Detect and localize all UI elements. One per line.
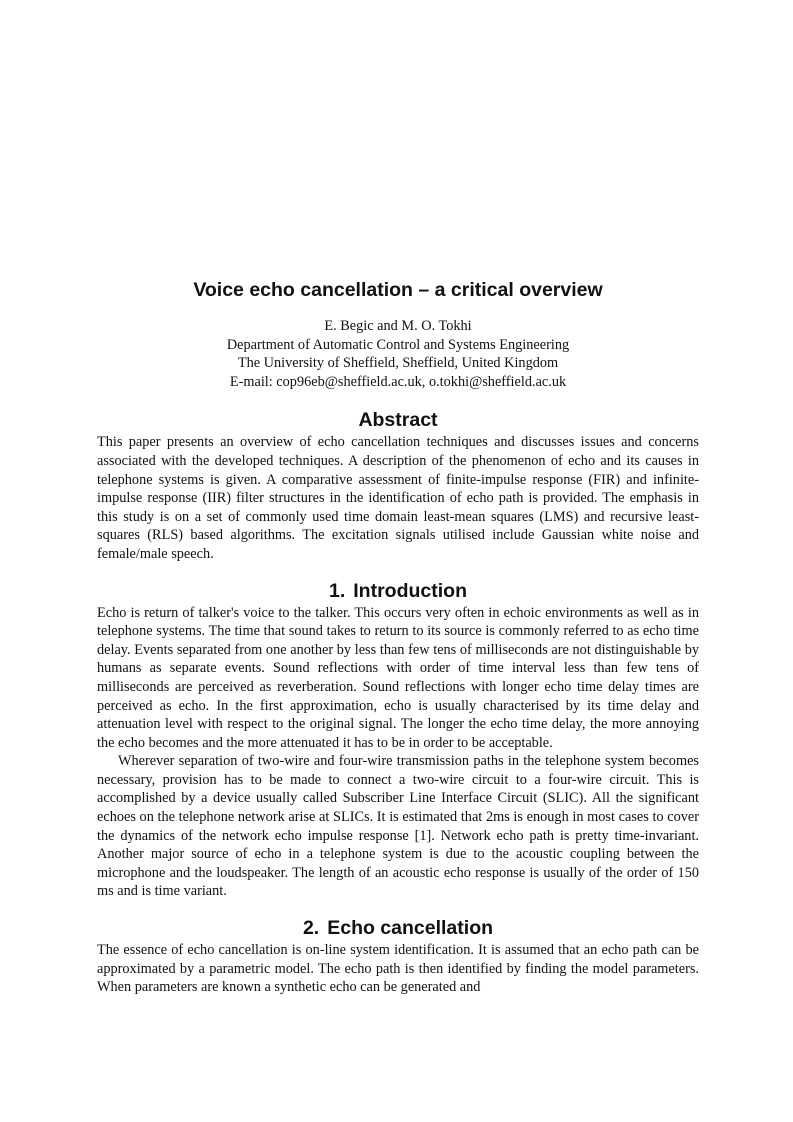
author-university: The University of Sheffield, Sheffield, United Kingdom xyxy=(237,355,559,372)
introduction-paragraph-2: Wherever separation of two-wire and four-wire transmission paths in the telephone system becomes necessary, provision has to be made to connect a two-wire circuit to a four-wire circuit. This is accomplished by a device usually called Subscriber Line Interface Circuit (SLIC). All the significant echoes on the telephone network arise at SLICs. It is estimated that 2ms is enough in most cases to cover the dynamics of the network echo impulse response [1]. Network echo path is pretty time-invariant. Another major source of echo in a telephone system is due to the acoustic coupling between the microphone and the loudspeaker. The length of an acoustic echo response is usually of the order of 150 ms and is time variant. xyxy=(97,753,699,900)
abstract-text: This paper presents an overview of echo cancellation techniques and discusses issues and concerns associated with the developed techniques. A description of the phenomenon of echo and its causes in telephone systems is given. A comparative assessment of finite-impulse response (FIR) and infinite-impulse response (IIR) filter structures in the identification of echo path is provided. The emphasis in this study is on a set of commonly used time domain least-mean squares (LMS) and recursive least-squares (RLS) based algorithms. The excitation signals utilised include Gaussian white noise and female/male speech. xyxy=(97,434,699,562)
section-heading-introduction xyxy=(97,578,699,604)
abstract-heading: Abstract xyxy=(358,409,438,432)
author-block xyxy=(97,317,699,391)
introduction-paragraph-1: Echo is return of talker's voice to the talker. This occurs very often in echoic environments as well as in telephone systems. The time that sound takes to return to its source is commonly referred to as echo time delay. Events separated from one another by less than few tens of milliseconds are not distinguishable by humans as separate events. Sound reflections with order of time interval less than few tens of milliseconds are perceived as reverberation. Sound reflections with longer echo time delay times are perceived as echo. In the first approximation, echo is usually characterised by its time delay and attenuation level with respect to the original signal. The longer the echo time delay, the more annoying the echo becomes and the more attenuated it has to be in order to be acceptable. xyxy=(97,604,699,751)
author-department: Department of Automatic Control and Systems Engineering xyxy=(226,336,570,353)
section-number: 1. xyxy=(329,579,346,602)
section-title: Introduction xyxy=(353,579,467,602)
echo-cancellation-paragraph-1: The essence of echo cancellation is on-line system identification. It is assumed that an echo path can be approximated by a parametric model. The echo path is then identified by finding the model parameters. When parameters are known a synthetic echo can be generated and xyxy=(97,942,699,996)
section-number: 2. xyxy=(302,917,320,940)
paper-title: Voice echo cancellation – a critical overview xyxy=(193,279,603,301)
author-names: E. Begic and M. O. Tokhi xyxy=(324,318,472,334)
section-title: Echo cancellation xyxy=(327,917,494,940)
author-email: E-mail: cop96eb@sheffield.ac.uk, o.tokhi@sheffield.ac.uk xyxy=(229,373,567,390)
section-heading-echo-cancellation xyxy=(97,915,699,941)
paper-page xyxy=(97,277,699,997)
